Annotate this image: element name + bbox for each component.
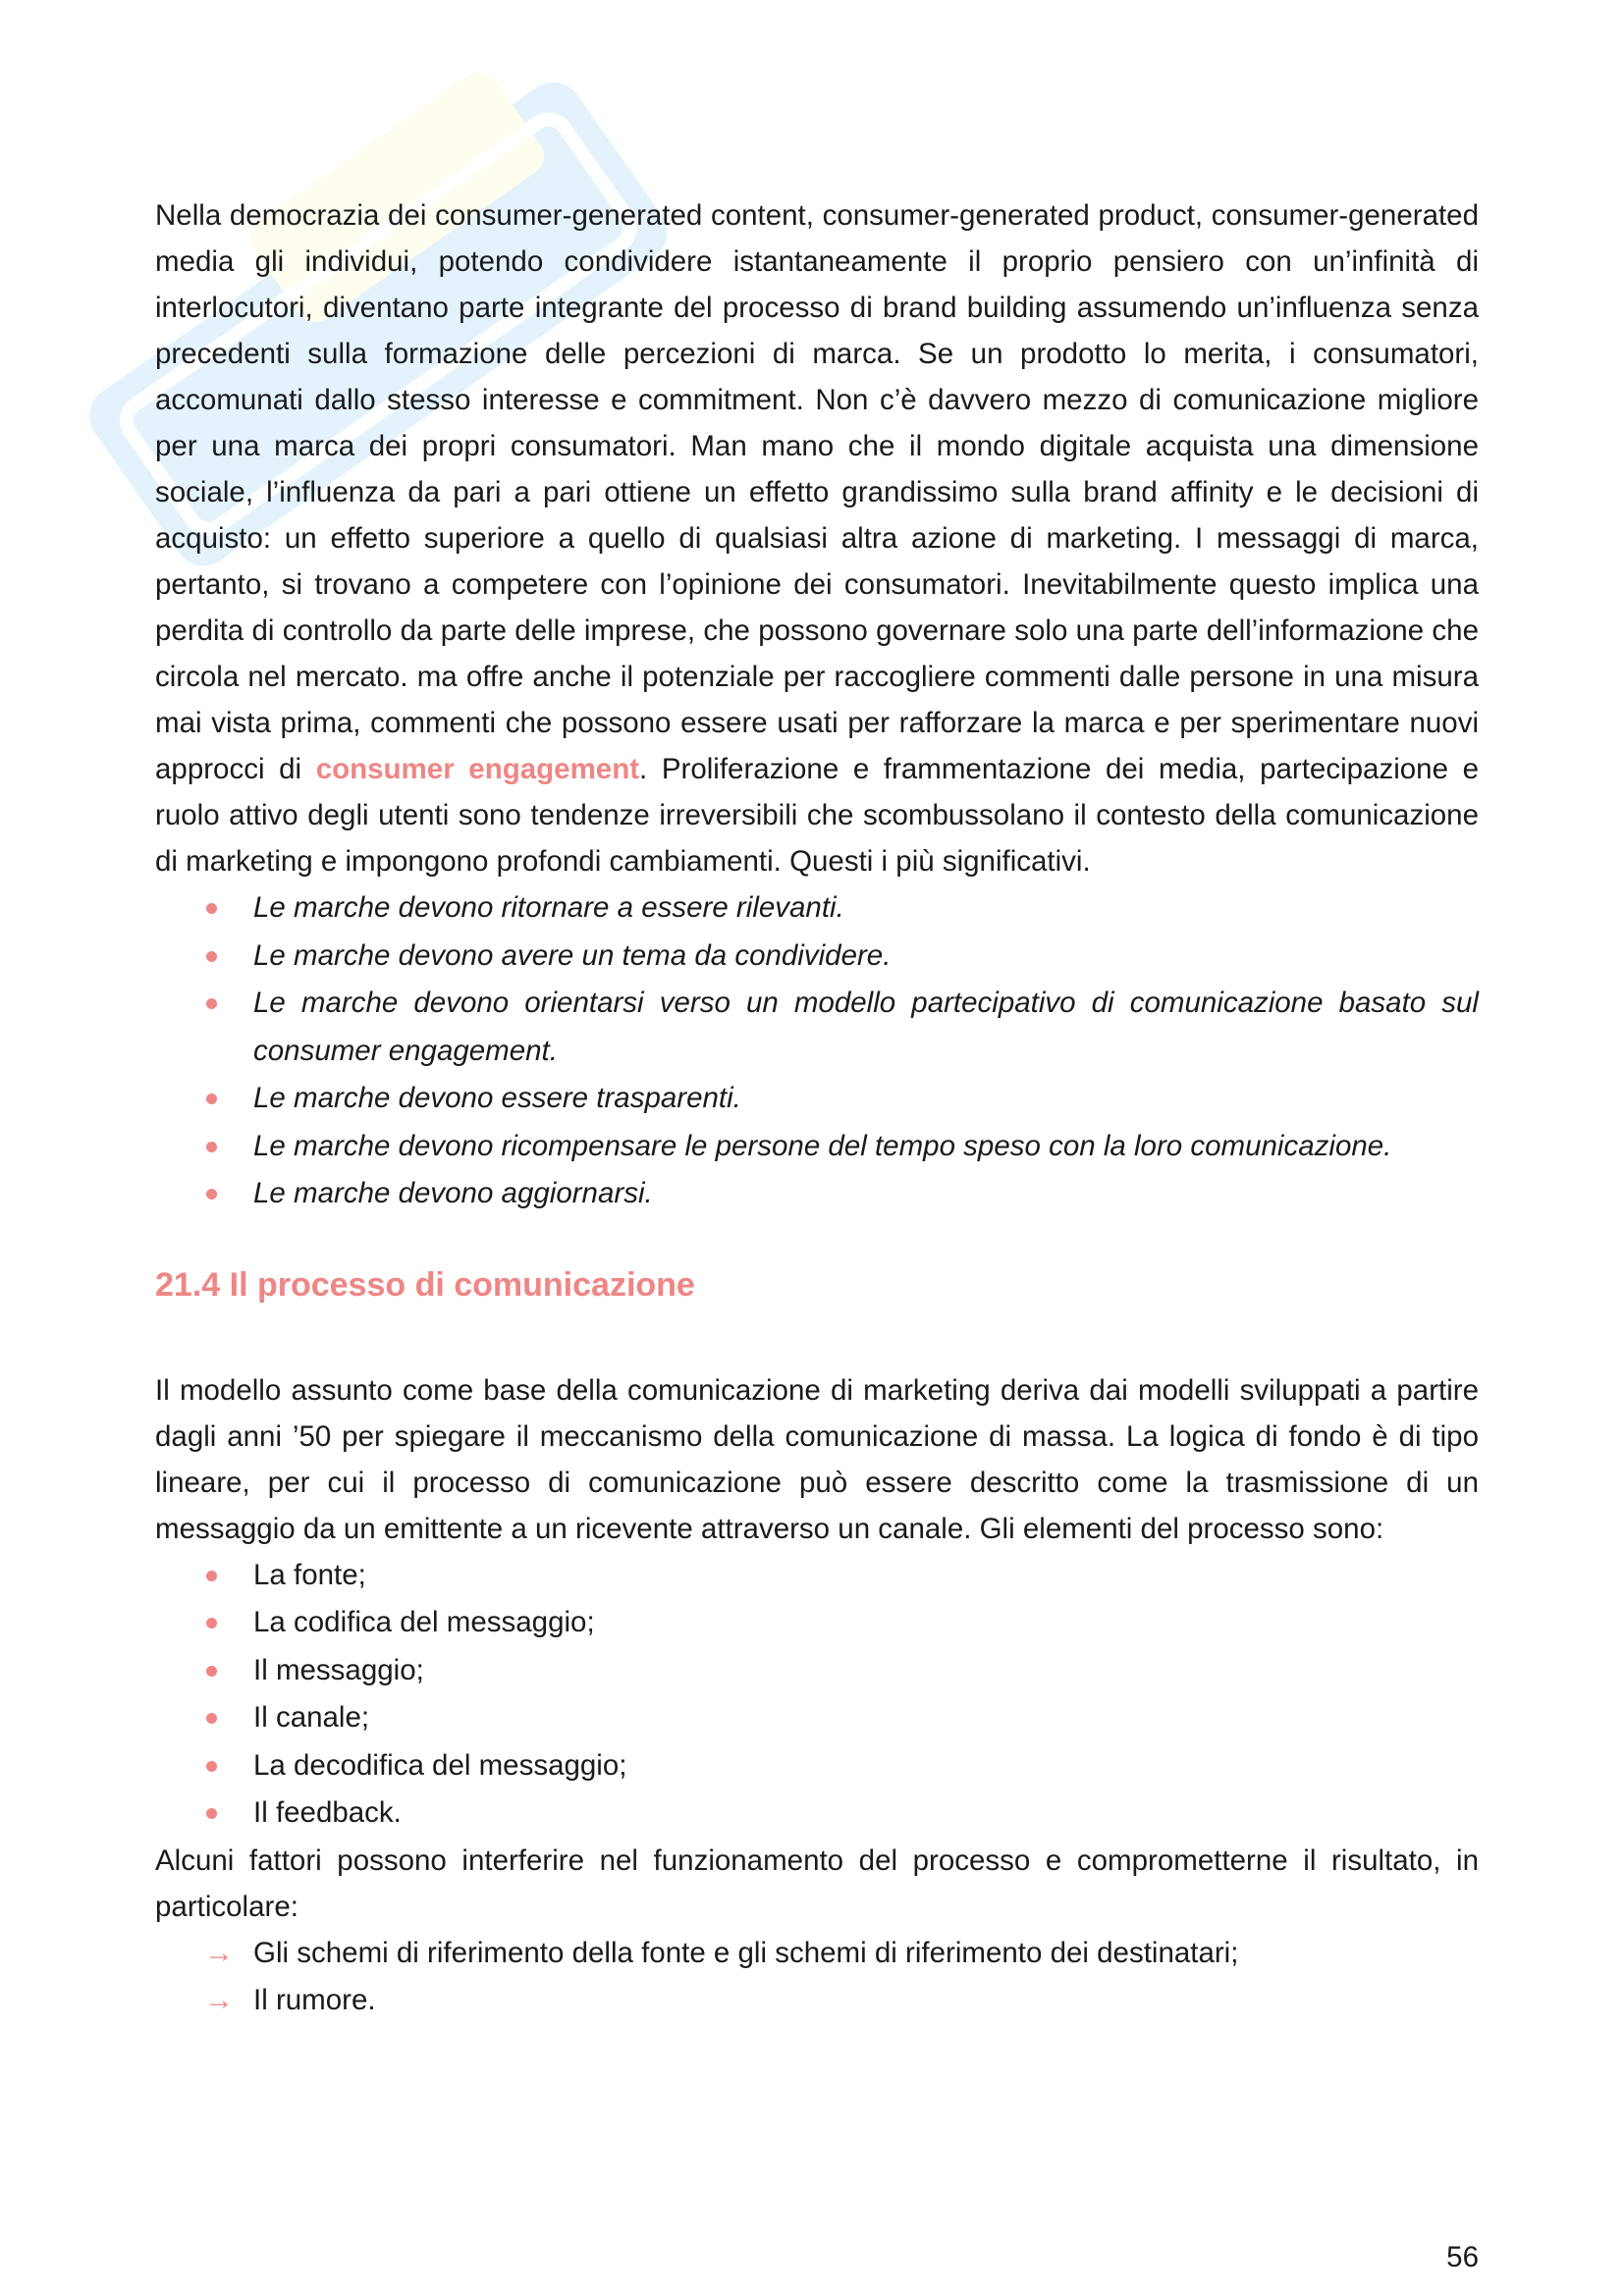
arrow-right-icon: → bbox=[204, 1936, 234, 1969]
brand-requirements-list bbox=[155, 884, 1479, 1218]
bullet-dot-icon bbox=[206, 1618, 217, 1629]
list-item bbox=[155, 1977, 1479, 2025]
page-content bbox=[155, 192, 1479, 2025]
list-item bbox=[155, 1742, 1479, 1790]
list-item bbox=[155, 933, 1479, 981]
list-item bbox=[155, 1694, 1479, 1742]
bullet-dot-icon bbox=[206, 1761, 217, 1772]
list-item bbox=[155, 1930, 1479, 1978]
bullet-dot-icon bbox=[206, 1189, 217, 1200]
list-item-text: Il rumore. bbox=[253, 1984, 376, 2016]
list-item-text: Le marche devono essere trasparenti. bbox=[253, 1082, 741, 1114]
list-item-text: Il feedback. bbox=[253, 1796, 402, 1829]
list-item bbox=[155, 1552, 1479, 1600]
page-number: 56 bbox=[1446, 2241, 1479, 2273]
list-item-text: Le marche devono avere un tema da condividere. bbox=[253, 938, 892, 972]
list-item-text: Le marche devono orientarsi verso un modello partecipativo di comunicazione basato sul consumer engagement. bbox=[253, 987, 1479, 1067]
bullet-dot-icon bbox=[206, 1666, 217, 1677]
intro-text-after: . Proliferazione e frammentazione dei media, partecipazione e ruolo attivo degli utenti sono tendenze irreversibili che scombussolano il contesto della comunicazione di marketing e impongono profondi cambiamenti. Questi i più significativi. bbox=[155, 753, 1479, 878]
bullet-dot-icon bbox=[206, 1808, 217, 1819]
list-item bbox=[155, 1123, 1479, 1171]
bullet-dot-icon bbox=[206, 998, 217, 1009]
bullet-dot-icon bbox=[206, 951, 217, 962]
list-item bbox=[155, 980, 1479, 1075]
intro-text-before: Nella democrazia dei consumer-generated content, consumer-generated product, consumer-generated media gli individui, potendo condividere istantaneamente il proprio pensiero con un’infinità di interlocutori, diventano parte integrante del processo di brand building assumendo un’influenza senza precedenti sulla formazione delle percezioni di marca. Se un prodotto lo merita, i consumatori, accomunati dallo stesso interesse e commitment. Non c’è davvero mezzo di comunicazione migliore per una marca dei propri consumatori. Man mano che il mondo digitale acquista una dimensione sociale, l’influenza da pari a pari ottiene un effetto grandissimo sulla brand affinity e le decisioni di acquisto: un effetto superiore a quello di qualsiasi altra azione di marketing. I messaggi di marca, pertanto, si trovano a competere con l’opinione dei consumatori. Inevitabilmente questo implica una perdita di controllo da parte delle imprese, che possono governare solo una parte dell’informazione che circola nel mercato. ma offre anche il potenziale per raccogliere commenti dalle persone in una misura mai vista prima, commenti che possono essere usati per rafforzare la marca e per sperimentare nuovi approcci di bbox=[155, 199, 1479, 785]
list-item-text: Il messaggio; bbox=[253, 1653, 424, 1686]
list-item-text: La fonte; bbox=[253, 1558, 366, 1591]
list-item bbox=[155, 1647, 1479, 1695]
bullet-dot-icon bbox=[206, 1094, 217, 1104]
list-item-text: Gli schemi di riferimento della fonte e gli schemi di riferimento dei destinatari; bbox=[253, 1936, 1239, 1969]
process-elements-list bbox=[155, 1552, 1479, 1838]
list-item bbox=[155, 884, 1479, 933]
list-item bbox=[155, 1170, 1479, 1218]
bullet-dot-icon bbox=[206, 903, 217, 914]
intro-paragraph bbox=[155, 192, 1479, 884]
list-item bbox=[155, 1599, 1479, 1647]
list-item bbox=[155, 1789, 1479, 1838]
list-item-text: Il canale; bbox=[253, 1701, 370, 1734]
list-item-text: Le marche devono ricompensare le persone del tempo speso con la loro comunicazione. bbox=[253, 1129, 1392, 1162]
bullet-dot-icon bbox=[206, 1142, 217, 1152]
arrow-right-icon: → bbox=[204, 1984, 234, 2016]
list-item-text: Le marche devono aggiornarsi. bbox=[253, 1177, 653, 1209]
model-paragraph: Il modello assunto come base della comunicazione di marketing deriva dai modelli sviluppati a partire dagli anni ’50 per spiegare il meccanismo della comunicazione di massa. La logica di fondo è di tipo lineare, per cui il processo di comunicazione può essere descritto come la trasmissione di un messaggio da un emittente a un ricevente attraverso un canale. Gli elementi del processo sono: bbox=[155, 1373, 1479, 1545]
list-item-text: La decodifica del messaggio; bbox=[253, 1748, 627, 1782]
list-item bbox=[155, 1075, 1479, 1123]
consumer-engagement-highlight: consumer engagement bbox=[315, 753, 640, 785]
interference-factors-list bbox=[155, 1930, 1479, 2025]
list-item-text: Le marche devono ritornare a essere rilevanti. bbox=[253, 891, 844, 924]
section-heading: 21.4 Il processo di comunicazione bbox=[155, 1265, 695, 1304]
list-item-text: La codifica del messaggio; bbox=[253, 1606, 595, 1638]
bullet-dot-icon bbox=[206, 1571, 217, 1581]
interference-paragraph: Alcuni fattori possono interferire nel funzionamento del processo e comprometterne il risultato, in particolare: bbox=[155, 1843, 1479, 1923]
bullet-dot-icon bbox=[206, 1713, 217, 1724]
